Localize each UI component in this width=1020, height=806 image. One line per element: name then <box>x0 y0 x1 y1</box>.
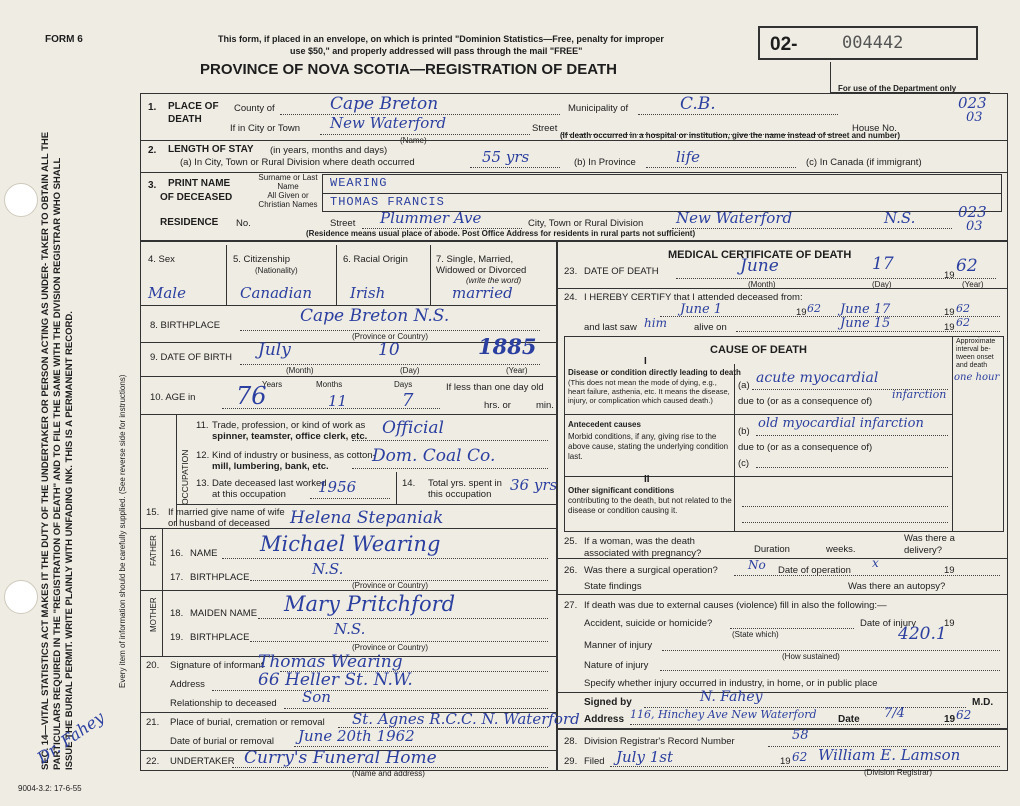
spouse-value: Helena Stepaniak <box>290 508 444 528</box>
q26-num: 26. <box>564 565 578 576</box>
marital-sub: (write the word) <box>466 276 522 285</box>
father-name-value: Michael Wearing <box>260 532 441 556</box>
less-than-day-label: If less than one day old <box>446 382 544 393</box>
roman-1: I <box>644 356 647 367</box>
undertaker-sub: (Name and address) <box>352 769 425 778</box>
length-of-stay-sub: (in years, months and days) <box>270 145 388 156</box>
age-months-cap: Months <box>316 380 343 389</box>
dod-label: DATE OF DEATH <box>584 266 659 277</box>
disease-note: (This does not mean the mode of dying, e.g., heart failure, asthenia, etc. It means the disease, injury, or complication which caused death.) <box>568 378 730 405</box>
q15-num: 15. <box>146 507 160 518</box>
injury-prefix19: 19 <box>944 618 955 629</box>
dob-day-cap: (Day) <box>400 366 420 375</box>
undertaker-value: Curry's Funeral Home <box>244 748 437 768</box>
mother-side-label: MOTHER <box>149 597 158 632</box>
reg-prefix: 02- <box>770 34 798 55</box>
undertaker-label: UNDERTAKER <box>170 756 235 767</box>
signed-by-label: Signed by <box>584 697 632 708</box>
last-saw-label: and last saw <box>584 322 637 333</box>
hrs-label: hrs. or <box>484 400 511 411</box>
mother-maiden-label: MAIDEN NAME <box>190 608 258 619</box>
last-worked-label: Date deceased last worked <box>212 478 327 489</box>
cert-date-year: 62 <box>956 708 972 722</box>
registrar-signature: William E. Lamson <box>818 746 961 764</box>
record-number-value: 58 <box>792 728 809 743</box>
cause-a-label: (a) <box>738 380 750 391</box>
dod-day: 17 <box>872 254 894 274</box>
father-birthplace-label: BIRTHPLACE <box>190 572 250 583</box>
county-label: County of <box>234 103 275 114</box>
house-no-label: House No. <box>852 123 897 134</box>
mother-bp-sub: (Province or Country) <box>352 643 429 652</box>
total-years-label-2: this occupation <box>428 489 492 500</box>
from-prefix19: 19 <box>796 307 807 318</box>
last-worked-label-2: at this occupation <box>212 489 286 500</box>
birthplace-sub: (Province or Country) <box>352 332 429 341</box>
racial-origin-value: Irish <box>350 284 386 302</box>
industry-label-2: mill, lumbering, bank, etc. <box>212 461 329 472</box>
reg-number: 004442 <box>842 33 904 53</box>
due-to-a: due to (or as a consequence of) <box>738 396 873 407</box>
cause-c-label: (c) <box>738 458 750 469</box>
cause-b-label: (b) <box>738 426 750 437</box>
q1-num: 1. <box>148 102 157 113</box>
cert-address-value: 116, Hinchey Ave New Waterford <box>630 708 817 721</box>
residence-code: 023 <box>958 203 987 221</box>
residence-street-label: Street <box>330 218 356 229</box>
marital-label: 7. Single, Married, Widowed or Divorced <box>436 254 527 276</box>
how-sustained-cap: (How sustained) <box>782 652 840 661</box>
autopsy-label: Was there an autopsy? <box>848 581 946 592</box>
filed-value: July 1st <box>616 748 673 766</box>
birthplace-label: 8. BIRTHPLACE <box>150 320 221 331</box>
attended-from-year: 62 <box>807 302 821 315</box>
burial-date-label: Date of burial or removal <box>170 736 275 747</box>
cause-code: 420.1 <box>898 624 947 644</box>
burial-place-value: St. Agnes R.C.C. N. Waterford <box>352 710 580 728</box>
total-years-label: Total yrs. spent in <box>428 478 502 489</box>
attended-from: June 1 <box>680 302 723 317</box>
disease-label: Disease or condition directly leading to death <box>568 368 741 377</box>
county-value: Cape Breton <box>330 94 439 114</box>
informant-address-value: 66 Heller St. N.W. <box>258 670 413 690</box>
age-label: 10. AGE in <box>150 392 196 403</box>
citizenship-value: Canadian <box>240 284 313 302</box>
stay-a-label: (a) In City, Town or Rural Division where death occurred <box>180 157 415 168</box>
q17-num: 17. <box>170 572 184 583</box>
street-label: Street <box>532 123 558 134</box>
punch-hole-top <box>4 183 38 217</box>
antecedent-note: Morbid conditions, if any, giving rise to the above cause, stating the underlying condition last. <box>568 432 729 461</box>
age-days: 7 <box>402 390 414 411</box>
marital-value: married <box>452 284 513 302</box>
municipality-value: C.B. <box>680 94 716 114</box>
op-date-label: Date of operation <box>778 565 851 576</box>
q25-num: 25. <box>564 536 578 547</box>
q21-num: 21. <box>146 717 160 728</box>
cause-a-value: acute myocardial <box>756 370 879 386</box>
occupation-side-label: OCCUPATION <box>180 449 190 505</box>
age-days-cap: Days <box>394 380 413 389</box>
dod-year-cap: (Year) <box>962 280 984 289</box>
alive-on-label: alive on <box>694 322 727 333</box>
residence-note: (Residence means usual place of abode. Post Office Address for residents in rural parts not sufficient) <box>306 229 696 238</box>
age-years: 76 <box>236 382 267 410</box>
weeks-label: weeks. <box>826 544 856 555</box>
birthplace-value: Cape Breton N.S. <box>300 306 450 326</box>
father-bp-sub: (Province or Country) <box>352 581 429 590</box>
roman-2: II <box>644 474 650 485</box>
form-title: PROVINCE OF NOVA SCOTIA—REGISTRATION OF DEATH <box>200 61 617 78</box>
q16-num: 16. <box>170 548 184 559</box>
q19-num: 19. <box>170 632 184 643</box>
informant-sig-value: Thomas Wearing <box>258 652 403 672</box>
q3-num: 3. <box>148 180 157 191</box>
state-which-cap: (State which) <box>732 630 779 639</box>
surgery-value: No <box>748 558 766 572</box>
q27-num: 27. <box>564 600 578 611</box>
last-saw-year: 62 <box>956 316 970 329</box>
residence-city-label: City, Town or Rural Division <box>528 218 644 229</box>
dob-label: 9. DATE OF BIRTH <box>150 352 232 363</box>
last-saw-prefix19: 19 <box>944 322 955 333</box>
registrar-caption: (Division Registrar) <box>864 768 933 777</box>
last-worked-value: 1956 <box>318 478 357 496</box>
cert-date-value: 7/4 <box>884 706 905 721</box>
min-label: min. <box>536 400 554 411</box>
interval-note: Approximate interval be- tween onset and death <box>956 338 996 369</box>
envelope-note-1: This form, if placed in an envelope, on which is printed "Dominion Statistics—Free, penalty for improper <box>218 34 664 44</box>
stay-b-label: (b) In Province <box>574 157 636 168</box>
informant-address-label: Address <box>170 679 205 690</box>
q18-num: 18. <box>170 608 184 619</box>
specify-label: Specify whether injury occurred in industry, in home, or in public place <box>584 678 878 689</box>
spouse-label: If married give name of wife <box>168 507 285 518</box>
cause-b-value: old myocardial infarction <box>758 416 924 431</box>
surname-label: Surname or Last Name <box>258 173 318 191</box>
place-code-2: 03 <box>966 110 983 125</box>
dod-year: 62 <box>956 256 978 276</box>
accident-label: Accident, suicide or homicide? <box>584 618 713 629</box>
citizenship-sub: (Nationality) <box>255 266 298 275</box>
place-code: 023 <box>958 94 987 112</box>
stay-c-label: (c) In Canada (if immigrant) <box>806 157 922 168</box>
relationship-value: Son <box>302 688 331 706</box>
residence-label: RESIDENCE <box>160 217 219 228</box>
last-saw-date: June 15 <box>840 316 891 331</box>
sex-value: Male <box>148 284 186 302</box>
municipality-label: Municipality of <box>568 103 629 114</box>
age-years-cap: Years <box>262 380 283 389</box>
residence-province-value: N.S. <box>884 209 916 227</box>
dob-month: July <box>258 340 291 360</box>
burial-date-value: June 20th 1962 <box>298 727 415 745</box>
total-years-value: 36 yrs <box>510 476 558 494</box>
pregnancy-label: If a woman, was the death associated with pregnancy? <box>584 536 702 559</box>
manner-label: Manner of injury <box>584 640 653 651</box>
burial-place-label: Place of burial, cremation or removal <box>170 717 325 728</box>
dod-month-cap: (Month) <box>748 280 776 289</box>
place-of-death-label: PLACE OF DEATH <box>168 101 219 125</box>
city-value: New Waterford <box>330 114 447 132</box>
dept-use-label: For use of the Department only <box>838 84 957 93</box>
informant-sig-label: Signature of informant <box>170 660 264 671</box>
given-names-value: THOMAS FRANCIS <box>330 195 445 209</box>
dod-year-prefix: 19 <box>944 270 955 281</box>
q2-num: 2. <box>148 145 157 156</box>
q24-num: 24. <box>564 292 578 303</box>
cert-date-label: Date <box>838 714 860 725</box>
q12-num: 12. <box>196 450 210 461</box>
residence-no-label: No. <box>236 218 251 229</box>
filed-year: 62 <box>792 750 808 764</box>
last-saw-pronoun: him <box>644 316 667 330</box>
print-name-label: PRINT NAME <box>168 178 231 189</box>
residence-street-value: Plummer Ave <box>380 209 482 227</box>
mother-name-value: Mary Pritchford <box>284 592 456 616</box>
q13-num: 13. <box>196 478 210 489</box>
registrar-signature-side: Dr. Fahey <box>33 707 108 768</box>
medical-cert-title: MEDICAL CERTIFICATE OF DEATH <box>668 249 852 261</box>
industry-label: Kind of industry or business, as cotton- <box>212 450 376 461</box>
q20-num: 20. <box>146 660 160 671</box>
q29-num: 29. <box>564 756 578 767</box>
spouse-label-2: or husband of deceased <box>168 518 270 529</box>
dob-day: 10 <box>378 340 400 360</box>
duration-label: Duration <box>754 544 790 555</box>
surname-value: WEARING <box>330 176 388 190</box>
injury-date-label: Date of injury <box>860 618 916 629</box>
envelope-note-2: use $50," and properly addressed will pass through the mail "FREE" <box>290 46 583 56</box>
cause-title: CAUSE OF DEATH <box>710 344 807 356</box>
form-number: FORM 6 <box>45 34 83 45</box>
due-to-a-value: infarction <box>892 388 947 401</box>
attended-to: June 17 <box>840 302 891 317</box>
racial-origin-label: 6. Racial Origin <box>343 254 408 265</box>
father-birthplace-value: N.S. <box>312 560 344 578</box>
other-conditions-label: Other significant conditions <box>568 486 675 495</box>
trade-label: Trade, profession, or kind of work as <box>212 420 366 431</box>
stay-a-value: 55 yrs <box>482 148 530 166</box>
residence-city-value: New Waterford <box>676 209 793 227</box>
signed-by-value: N. Fahey <box>700 689 763 705</box>
dob-year: 1885 <box>478 334 537 359</box>
institution-note: (If death occurred in a hospital or institution, give the name instead of street and number) <box>560 131 901 140</box>
punch-hole-bottom <box>4 580 38 614</box>
dob-month-cap: (Month) <box>286 366 314 375</box>
due-to-b: due to (or as a consequence of) <box>738 442 873 453</box>
statute-text: SEC. 14—VITAL STATISTICS ACT MAKES IT THE DUTY OF THE UNDERTAKER OR PERSON ACTING AS UNDER- TAKER TO OBTAIN ALL THE PARTICULARS REQUIRED IN THE "REGISTRATION OF DEATH" AND TO FILE THE SAME WITH THE DIVISION REGISTRAR WHO SHALL ISSUE THE BURIAL PERMIT. WRITE PLAINLY WITH UNFADING INK. THIS IS A PERMANENT RECORD. <box>40 131 75 770</box>
age-months: 11 <box>328 392 348 410</box>
cause-a-interval: one hour <box>954 372 1000 383</box>
dob-year-cap: (Year) <box>506 366 528 375</box>
q11-num: 11. <box>196 420 209 431</box>
reverse-note: Every item of information should be carefully supplied. (See reverse side for instructions) <box>118 374 127 688</box>
op-prefix19: 19 <box>944 565 955 576</box>
certify-label: I HEREBY CERTIFY that I attended deceased from: <box>584 292 803 303</box>
father-side-label: FATHER <box>149 535 158 566</box>
nature-label: Nature of injury <box>584 660 649 671</box>
length-of-stay-label: LENGTH OF STAY <box>168 144 254 155</box>
cert-address-label: Address <box>584 714 625 725</box>
trade-label-2: spinner, teamster, office clerk, etc. <box>212 431 368 442</box>
name-caption: (Name) <box>400 136 427 145</box>
mother-birthplace-label: BIRTHPLACE <box>190 632 250 643</box>
q14-num: 14. <box>402 478 416 489</box>
state-findings-label: State findings <box>584 581 642 592</box>
mother-birthplace-value: N.S. <box>334 620 366 638</box>
antecedent-label: Antecedent causes <box>568 420 641 429</box>
industry-value: Dom. Coal Co. <box>372 446 496 466</box>
form-code: 9004-3.2: 17-6-55 <box>18 784 82 793</box>
given-names-label: All Given or Christian Names <box>258 191 318 209</box>
filed-label: Filed <box>584 756 605 767</box>
q22-num: 22. <box>146 756 160 767</box>
q28-num: 28. <box>564 736 578 747</box>
sex-label: 4. Sex <box>148 254 175 265</box>
external-causes-label: If death was due to external causes (violence) fill in also the following:— <box>584 600 887 611</box>
dod-month: June <box>740 256 779 276</box>
md-label: M.D. <box>972 697 994 708</box>
filed-prefix19: 19 <box>780 756 791 767</box>
father-name-label: NAME <box>190 548 218 559</box>
city-label: If in City or Town <box>230 123 301 134</box>
op-date-value: x <box>872 556 879 570</box>
surgery-label: Was there a surgical operation? <box>584 565 718 576</box>
citizenship-label: 5. Citizenship <box>233 254 291 265</box>
cert-date-prefix19: 19 <box>944 714 956 725</box>
relationship-label: Relationship to deceased <box>170 698 277 709</box>
delivery-label: Was there a delivery? <box>904 533 955 556</box>
residence-code-2: 03 <box>966 219 983 234</box>
attended-to-year: 62 <box>956 302 970 315</box>
to-prefix19: 19 <box>944 307 955 318</box>
q23-num: 23. <box>564 266 578 277</box>
of-deceased-label: OF DECEASED <box>160 192 233 203</box>
dod-day-cap: (Day) <box>872 280 892 289</box>
stay-b-value: life <box>676 148 701 166</box>
other-conditions-note: contributing to the death, but not related to the disease or condition causing it. <box>568 496 732 515</box>
trade-value: Official <box>382 418 444 438</box>
record-number-label: Division Registrar's Record Number <box>584 736 735 747</box>
